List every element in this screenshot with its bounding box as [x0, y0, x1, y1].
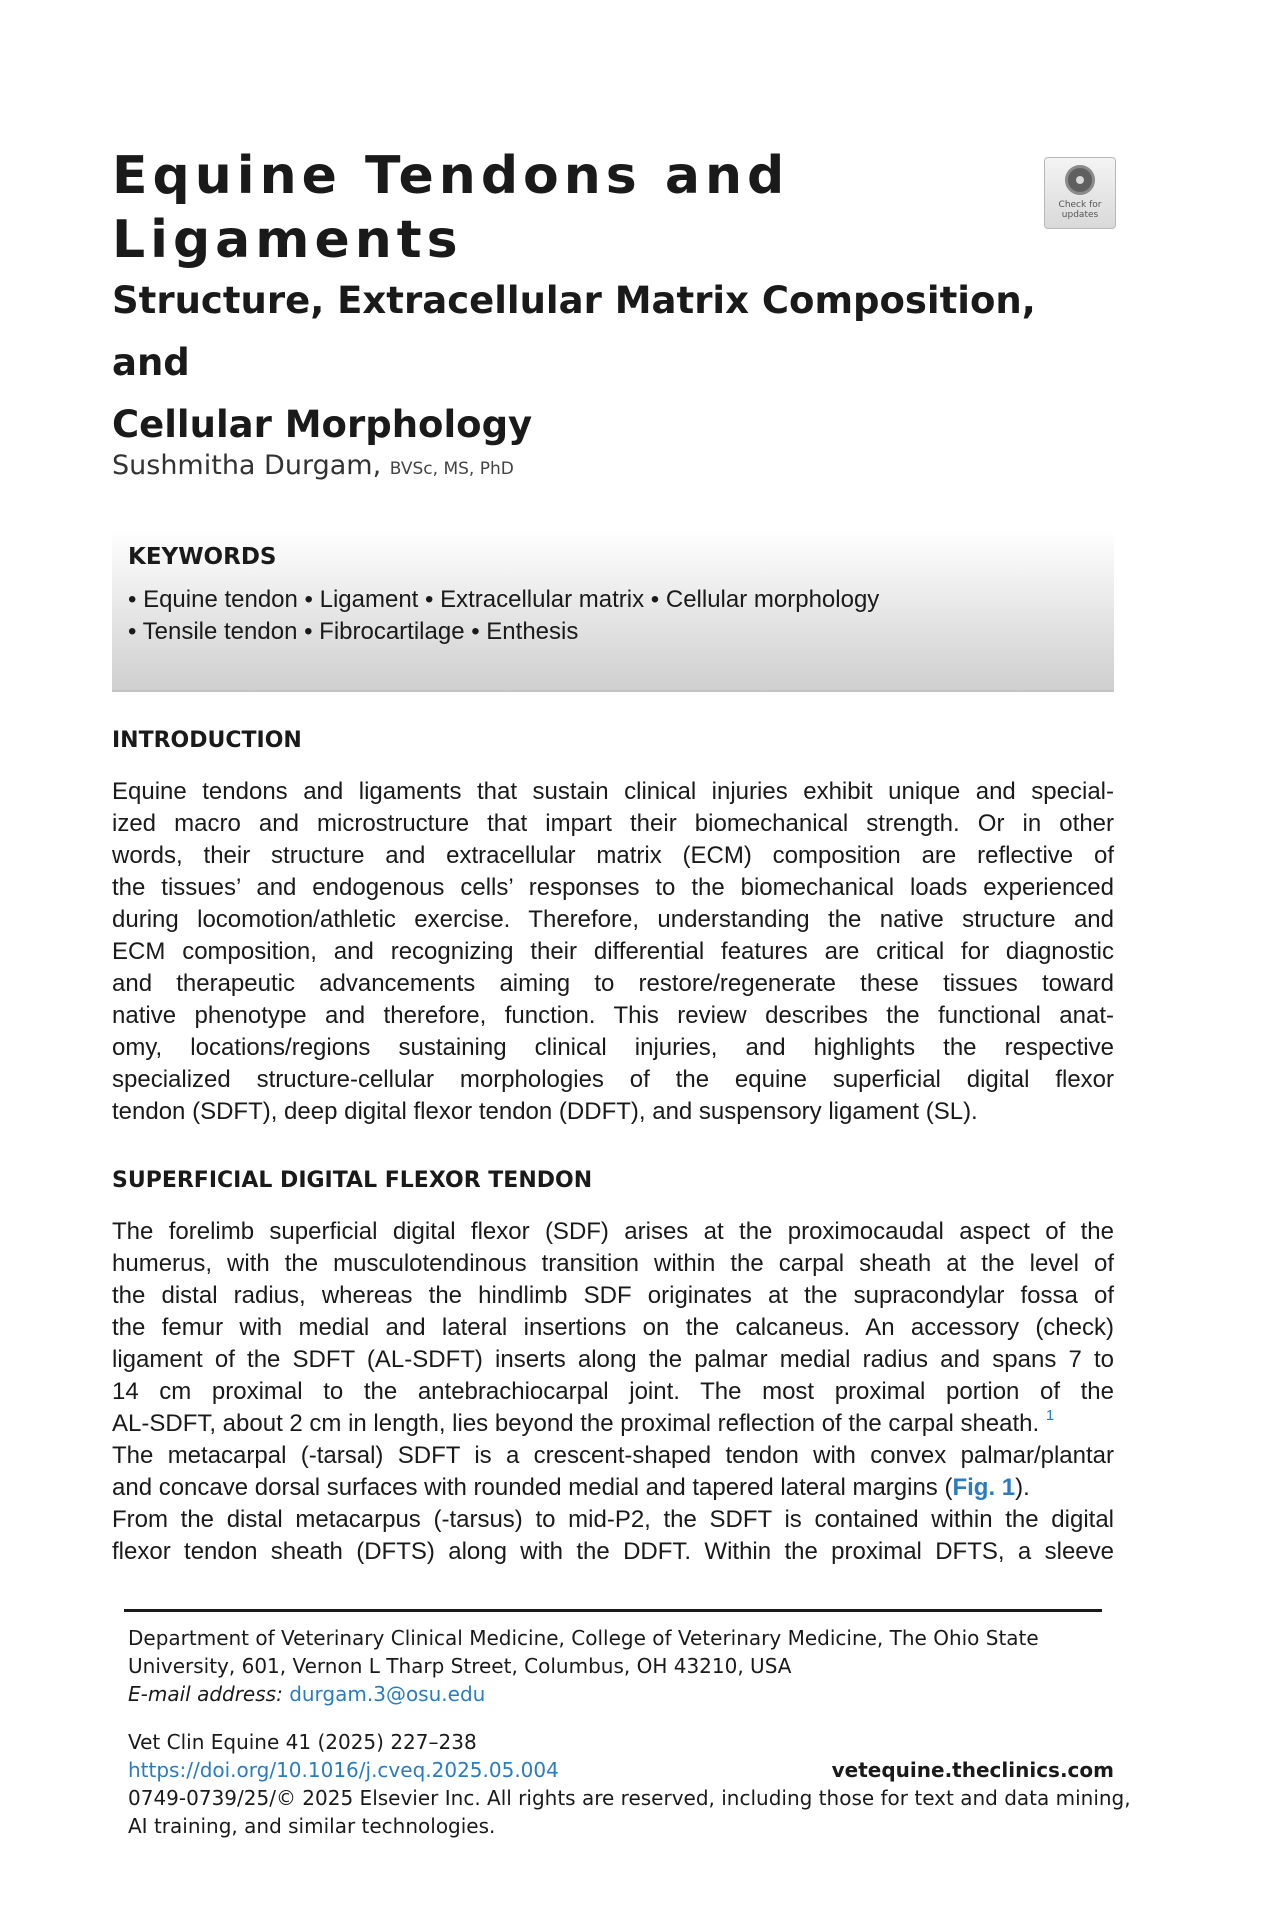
article-subtitle [112, 270, 1072, 456]
email-label: E-mail address: [128, 1682, 283, 1706]
paragraph-line: omy, locations/regions sustaining clinical injuries, and highlights the respective [112, 1034, 1114, 1061]
keywords-line-1: • Equine tendon • Ligament • Extracellular matrix • Cellular morphology [128, 586, 880, 613]
check-for-updates-badge[interactable] [1044, 157, 1116, 229]
copyright-line: AI training, and similar technologies. [128, 1814, 496, 1838]
affiliation-footnote [128, 1624, 1108, 1708]
figure-link[interactable]: Fig. 1 [952, 1474, 1016, 1501]
keywords-box [112, 530, 1114, 692]
introduction-paragraph [112, 776, 1114, 1128]
author-credentials: BVSc, MS, PhD [389, 459, 514, 479]
paragraph-line: ized macro and microstructure that impart their biomechanical strength. Or in other [112, 810, 1114, 837]
introduction-heading: INTRODUCTION [112, 728, 302, 753]
email-link[interactable]: durgam.3@osu.edu [289, 1682, 486, 1706]
journal-citation: Vet Clin Equine 41 (2025) 227–238 [128, 1730, 477, 1754]
paragraph-line: humerus, with the musculotendinous transition within the carpal sheath at the level of [112, 1250, 1114, 1277]
paragraph-line: From the distal metacarpus (-tarsus) to mid-P2, the SDFT is contained within the digital [112, 1506, 1114, 1533]
badge-text: Check for updates [1058, 200, 1102, 220]
paragraph-line: tendon (SDFT), deep digital flexor tendon (DDFT), and suspensory ligament (SL). [112, 1098, 978, 1125]
journal-site[interactable]: vetequine.theclinics.com [831, 1758, 1114, 1782]
paragraph-line: 14 cm proximal to the antebrachiocarpal joint. The most proximal portion of the [112, 1378, 1114, 1405]
paragraph-line: AL-SDFT, about 2 cm in length, lies beyond the proximal reflection of the carpal sheath. $^1$ [112, 1407, 1055, 1437]
paragraph-line: flexor tendon sheath (DFTS) along with the DDFT. Within the proximal DFTS, a sleeve [112, 1538, 1114, 1565]
affiliation-line: University, 601, Vernon L Tharp Street, Columbus, OH 43210, USA [128, 1654, 792, 1678]
subtitle-line-1: Structure, Extracellular Matrix Composition, and [112, 279, 1036, 384]
paragraph-line: the femur with medial and lateral insertions on the calcaneus. An accessory (check) [112, 1314, 1114, 1341]
paragraph-line: and concave dorsal surfaces with rounded medial and tapered lateral margins (Fig. 1). [112, 1474, 1030, 1501]
paragraph-line: specialized structure-cellular morphologies of the equine superficial digital flexor [112, 1066, 1114, 1093]
paragraph-line: The metacarpal (-tarsal) SDFT is a crescent-shaped tendon with convex palmar/plantar [112, 1442, 1114, 1469]
article-title [112, 144, 932, 272]
paragraph-line: the distal radius, whereas the hindlimb SDF originates at the supracondylar fossa of [112, 1282, 1114, 1309]
footnote-divider [124, 1609, 1102, 1612]
check-for-updates-icon [1065, 165, 1095, 195]
paragraph-line: the tissues’ and endogenous cells’ responses to the biomechanical loads experienced [112, 874, 1114, 901]
email-line [128, 1680, 1108, 1708]
keywords-line-2: • Tensile tendon • Fibrocartilage • Enthesis [128, 618, 579, 645]
subtitle-line-2: Cellular Morphology [112, 403, 533, 446]
sdft-paragraph [112, 1216, 1114, 1568]
reference-link[interactable]: 1 [1045, 1407, 1055, 1424]
doi-link[interactable]: https://doi.org/10.1016/j.cveq.2025.05.004 [128, 1758, 559, 1782]
keywords-heading: KEYWORDS [128, 544, 277, 570]
author-byline [112, 450, 514, 481]
author-name: Sushmitha Durgam, [112, 450, 382, 481]
title-line-2: Ligaments [112, 210, 463, 270]
paragraph-line: The forelimb superficial digital flexor (SDF) arises at the proximocaudal aspect of the [112, 1218, 1114, 1245]
affiliation-line: Department of Veterinary Clinical Medicine, College of Veterinary Medicine, The Ohio State [128, 1626, 1039, 1650]
sdft-heading: SUPERFICIAL DIGITAL FLEXOR TENDON [112, 1168, 593, 1193]
paragraph-line: and therapeutic advancements aiming to restore/regenerate these tissues toward [112, 970, 1114, 997]
paragraph-line: words, their structure and extracellular matrix (ECM) composition are reflective of [112, 842, 1114, 869]
paragraph-line: Equine tendons and ligaments that sustain clinical injuries exhibit unique and special- [112, 778, 1114, 805]
copyright-line: 0749-0739/25/© 2025 Elsevier Inc. All rights are reserved, including those for text and data mining, [128, 1786, 1131, 1810]
paragraph-line: ligament of the SDFT (AL-SDFT) inserts along the palmar medial radius and spans 7 to [112, 1346, 1114, 1373]
paragraph-line: ECM composition, and recognizing their differential features are critical for diagnostic [112, 938, 1114, 965]
paragraph-line: native phenotype and therefore, function. This review describes the functional anat- [112, 1002, 1114, 1029]
title-line-1: Equine Tendons and [112, 146, 790, 206]
paragraph-line: during locomotion/athletic exercise. Therefore, understanding the native structure and [112, 906, 1114, 933]
journal-info [128, 1728, 1131, 1840]
